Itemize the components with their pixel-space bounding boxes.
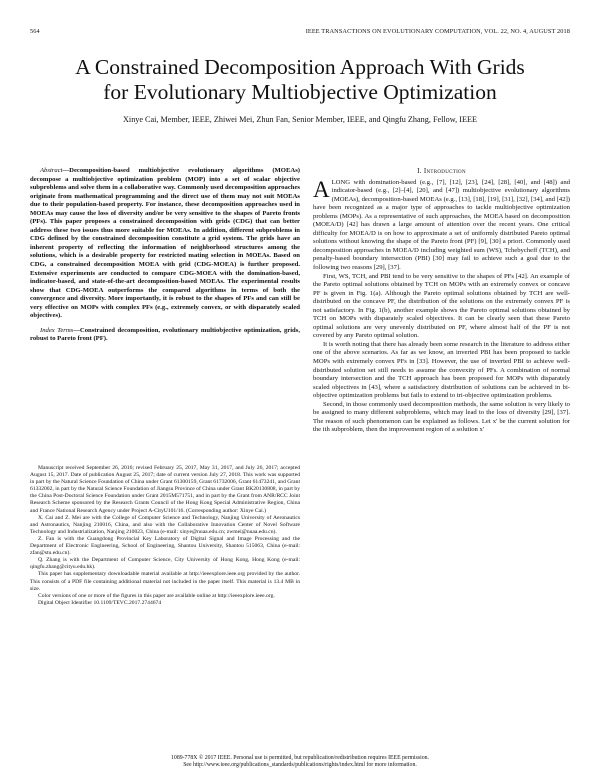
title-line-1: A Constrained Decomposition Approach With Grids bbox=[75, 55, 525, 79]
first-word: LONG bbox=[331, 178, 351, 186]
intro-paragraph-1-text: with domination-based (e.g., [7], [12], [23], [24], [28], [40], and [48]) and indicator-based (e.g., [2]–[4], [20], and [47]) multiobjective evolutionary algorithms (MOEAs), decomposition-based MOEAs (e.g., [13], [18], [19], [31], [32], [34], and [42]) have been recognized as a major type of approaches to tackle multiobjective optimization problems (MOPs). As a representative of such approaches, the MOEA based on decomposition (MOEA/D) [42] has drawn a large amount of attention over the recent years. One critical difficulty for MOEA/D is on how to approximate a set of uniformly distributed Pareto optimal solutions without knowing the shape of the Pareto front (PF) [9], [30] a priori. Commonly used decomposition approaches in MOEA/D including weighted sum (WS), Tchebycheff (TCH), and penalty-based boundary intersection (PBI) [30] may fail to achieve such a goal due to the following two reasons [29], [37]. bbox=[313, 178, 570, 272]
footnote-supplementary: This paper has supplementary downloadable material available at http://ieeexplore.ieee.org provided by the author. This consists of a PDF file containing additional material not included in the paper itself. This material is 13.4 MB in size. bbox=[30, 571, 300, 592]
intro-paragraph-3: It is worth noting that there has already been some research in the literature to address either one of the above scenarios. As far as we know, an inverted PBI has been proposed to tackle MOPs with extremely convex PFs in [33]. However, the use of inverted PBI to achieve well-distributed solution set still needs to assume the convexity of PFs. A combination of normal boundary intersection and the TCH approach has been proposed for MOPs with disparately scaled objectives in [43], where a satisfactory distribution of solutions can be achieved in bi-objective optimization problems but fails to extend to tri-objective optimization problems. bbox=[313, 340, 570, 400]
left-column bbox=[30, 167, 300, 344]
footer-line-2: See http://www.ieee.org/publications_standards/publications/rights/index.html for more information. bbox=[183, 762, 417, 769]
index-terms-text: —Constrained decomposition, evolutionary multiobjective optimization, grids, robust to Pareto front (PF). bbox=[30, 326, 300, 343]
abstract bbox=[30, 167, 300, 321]
footnote-color: Color versions of one or more of the figures in this paper are available online at http://ieeexplore.ieee.org. bbox=[38, 592, 275, 599]
author-list: Xinye Cai, Member, IEEE, Zhiwei Mei, Zhun Fan, Senior Member, IEEE, and Qingfu Zhang, Fellow, IEEE bbox=[123, 115, 477, 124]
section-heading: I. Introduction bbox=[417, 167, 466, 175]
drop-cap: A bbox=[313, 176, 330, 202]
index-terms bbox=[30, 327, 300, 344]
title-line-2: for Evolutionary Multiobjective Optimization bbox=[103, 79, 497, 104]
index-terms-label: Index Terms bbox=[40, 326, 74, 334]
right-column bbox=[313, 167, 570, 435]
intro-paragraph-4: Second, in those commonly used decomposition methods, the same solution is very likely to be assigned to many different subproblems, which may lead to the loss of diversity [29], [37]. The reason of such phenomenon can be explained as follows. Let x' be the current solution for the ith subproblem, then the improvement region of a solution x' bbox=[313, 400, 570, 434]
footnotes bbox=[30, 465, 300, 607]
footnote-manuscript: Manuscript received September 26, 2016; revised February 25, 2017, May 31, 2017, and July 26, 2017; accepted August 15, 2017. Date of publication August 25, 2017; date of current version July 27, 2018. This work was supported in part by the Natural Science Foundation of China under Grant 61300159, Grant 61732006, Grant 61473241, and Grant 61332002, in part by the Natural Science Foundation of Jiangsu Province of China under Grant BK20130808, in part by the China Post-Doctoral Science Foundation under Grant 2015M571751, and in part by the Grant from ANR/RCC Joint Research Scheme sponsored by the Research Grants Council of the Hong Kong Special Administrative Region, China and France National Research Agency under Project A-CityU101/16. (Corresponding author: Xinye Cai.) bbox=[30, 465, 300, 514]
journal-header: IEEE TRANSACTIONS ON EVOLUTIONARY COMPUTATION, VOL. 22, NO. 4, AUGUST 2018 bbox=[305, 28, 570, 35]
footnote-cai-mei: X. Cai and Z. Mei are with the College of Computer Science and Technology, Nanjing University of Aeronautics and Astronautics, Nanjing 210016, China, and also with the Collaborative Innovation Center of Novel Software Technology and Industrialization, Nanjing 210023, China (e-mail: xinye@nuaa.edu.cn; zwmei@nuaa.edu.cn). bbox=[30, 514, 300, 535]
abstract-text: —Decomposition-based multiobjective evolutionary algorithms (MOEAs) decompose a multiobjective optimization problem (MOP) into a set of scalar objective subproblems and solve them in a collaborative way. Commonly used decomposition approaches originate from mathematical programming and the direct use of them may not suit MOEAs due to their population-based property. For instance, these decomposition approaches used in MOEAs may cause the loss of diversity and/or be very sensitive to the shapes of Pareto fronts (PFs). This paper proposes a constrained decomposition with grids (CDG) that can better address these two issues thus more suitable for MOEAs. In addition, different subproblems in CDG defined by the constrained decomposition constitute a grid system. The grids have an inherent property of reflecting the information of neighborhood structures among the solutions, which is a desirable property for restricted mating selection in MOEAs. Based on CDG, a constrained decomposition MOEA with grid (CDG-MOEA) is further proposed. Extensive experiments are conducted to compare CDG-MOEA with the domination-based, indicator-based, and state-of-the-art decomposition-based MOEAs. The experimental results show that CDG-MOEA outperforms the compared algorithms in terms of both the convergence and diversity. More importantly, it is robust to the shapes of PFs and can still be very effective on MOPs with complex PFs (e.g., extremely convex, or with disparately scaled objectives). bbox=[30, 167, 300, 320]
footer-line-1: 1089-778X © 2017 IEEE. Personal use is permitted, but republication/redistribution requires IEEE permission. bbox=[171, 755, 429, 761]
paper-title bbox=[0, 55, 600, 104]
footnote-fan: Z. Fan is with the Guangdong Provincial Key Laboratory of Digital Signal and Image Processing and the Department of Electronic Engineering, School of Engineering, Shantou University, Shantou 515063, China (e-mail: zfan@stu.edu.cn). bbox=[30, 535, 300, 557]
footnote-zhang: Q. Zhang is with the Department of Computer Science, City University of Hong Kong, Hong Kong (e-mail: qingfu.zhang@cityu.edu.hk). bbox=[30, 557, 300, 571]
copyright-footer bbox=[0, 755, 600, 769]
abstract-label: Abstract bbox=[40, 167, 63, 174]
intro-paragraph-1 bbox=[313, 176, 570, 273]
footnote-doi: Digital Object Identifier 10.1109/TEVC.2017.2744674 bbox=[38, 599, 162, 606]
intro-paragraph-2: First, WS, TCH, and PBI tend to be very sensitive to the shapes of PFs [42]. An example of the Pareto optimal solutions obtained by TCH on MOPs with an extremely convex or concave PF is given in Fig. 1(a). Although the Pareto optimal solutions obtained by TCH are well-distributed on the concave PF, the distribution of the solutions on the extremely convex PF is not satisfactory. In Fig. 1(b), another example shows the Pareto optimal solutions obtained by TCH on MOPs with disparately scaled objectives. It can be clearly seen that these Pareto optimal solutions are very unevenly distributed on PF, where almost half of the PF is not covered by any Pareto optimal solution. bbox=[313, 272, 570, 340]
page-number: 564 bbox=[30, 28, 40, 35]
